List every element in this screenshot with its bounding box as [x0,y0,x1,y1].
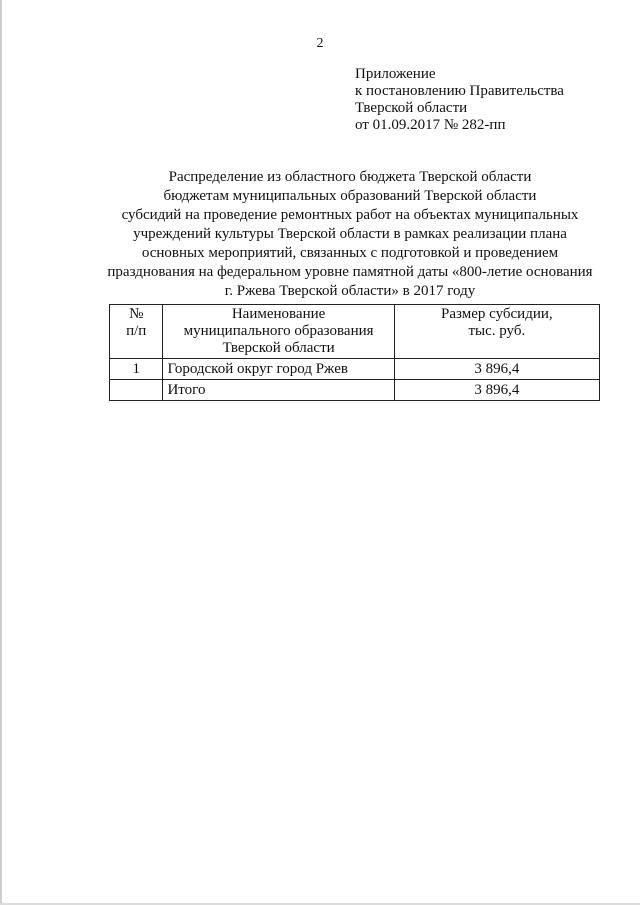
row-number: 1 [110,359,163,380]
title-line: учреждений культуры Тверской области в рамках реализации плана [133,226,567,242]
title-line: Распределение из областного бюджета Тверской области [168,169,532,185]
document-title [60,168,640,301]
appendix-block [355,66,564,134]
appendix-line-1: Приложение [355,66,436,82]
row-amount: 3 896,4 [394,359,599,380]
header-name-line-3: Тверской области [222,340,335,356]
title-line: субсидий на проведение ремонтных работ на объектах муниципальных [121,207,579,223]
header-name-line-2: муниципального образования [183,323,374,339]
table-header-row [110,305,600,359]
header-name-line-1: Наименование [231,306,326,322]
total-number [110,380,163,401]
row-name: Городской округ город Ржев [163,359,394,380]
table-row [110,359,600,380]
subsidy-table [109,304,600,401]
header-number-line-2: п/п [126,323,147,339]
header-number [110,305,163,359]
header-name [163,305,394,359]
total-amount: 3 896,4 [394,380,599,401]
title-line: г. Ржева Тверской области» в 2017 году [224,283,476,299]
header-amount-line-2: тыс. руб. [468,323,526,339]
scan-left-edge [0,0,2,905]
table-total-row [110,380,600,401]
header-number-line-1: № [129,306,144,322]
total-label: Итого [163,380,394,401]
title-line: бюджетам муниципальных образований Тверской области [163,188,537,204]
title-line: основных мероприятий, связанных с подготовкой и проведением [141,245,559,261]
header-amount-line-1: Размер субсидии, [441,306,553,322]
appendix-line-4: от 01.09.2017 № 282-пп [355,117,506,133]
appendix-line-3: Тверской области [355,100,468,116]
page-number: 2 [316,36,324,51]
title-line: празднования на федеральном уровне памятной даты «800-летие основания [107,264,593,280]
header-amount [394,305,599,359]
appendix-line-2: к постановлению Правительства [355,83,564,99]
